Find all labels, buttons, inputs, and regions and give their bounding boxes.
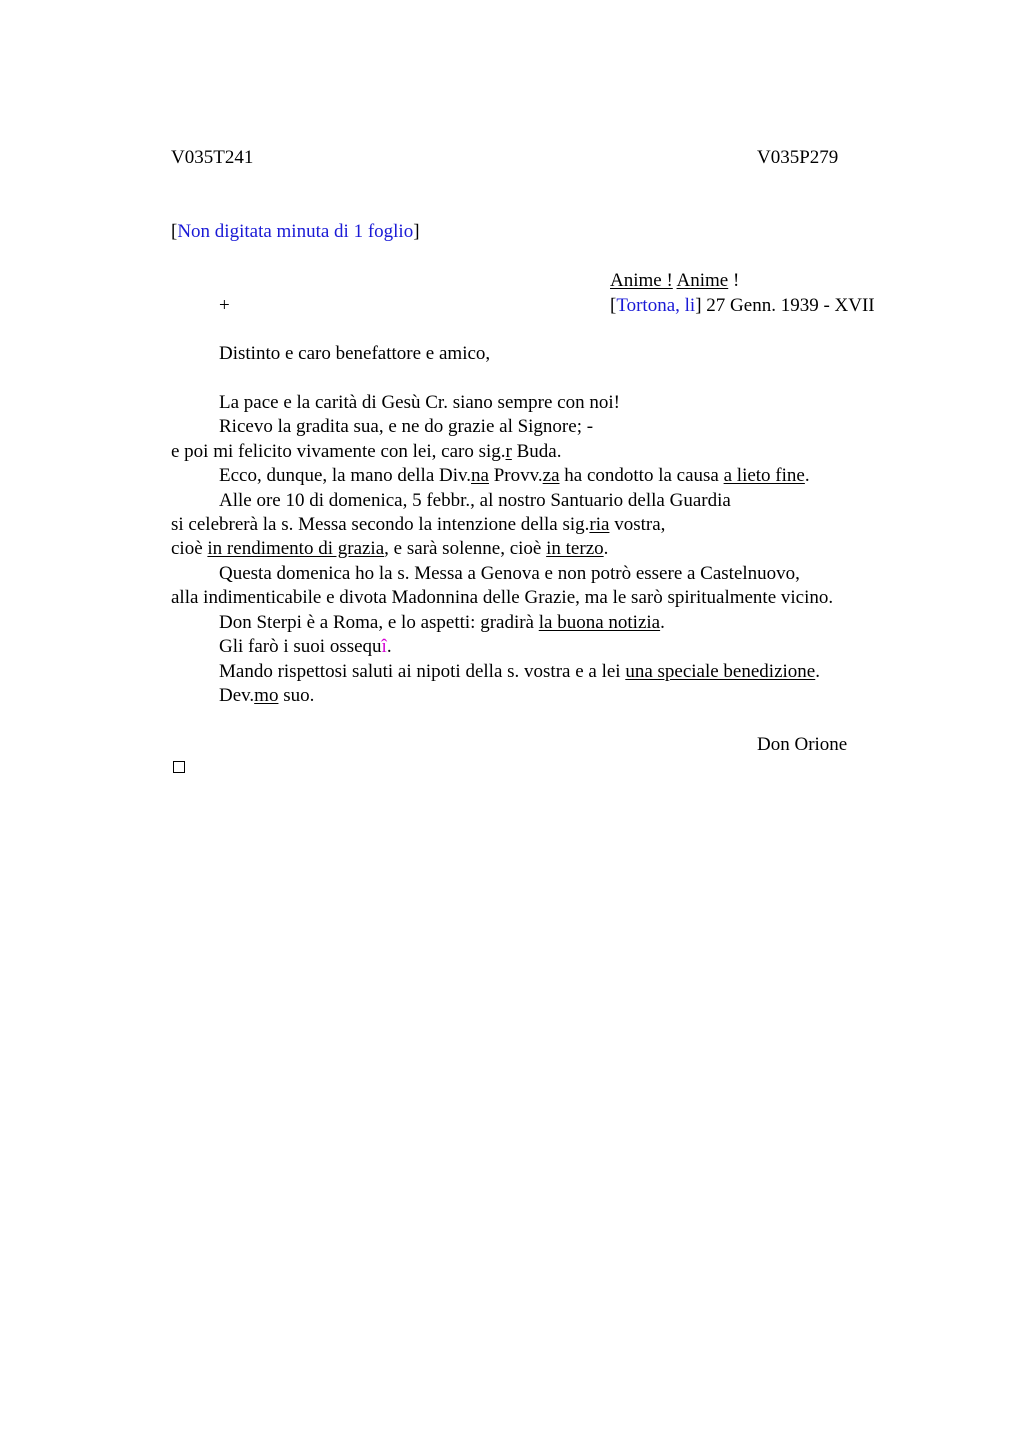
body-line: si celebrerà la s. Messa secondo la intenzione della sig.ria vostra, (171, 514, 666, 535)
body-line: Ecco, dunque, la mano della Div.na Provv.za ha condotto la causa a lieto fine. (219, 465, 810, 486)
motto: Anime ! Anime ! (610, 270, 740, 291)
end-of-document-box-icon (173, 761, 185, 773)
signature: Don Orione (757, 734, 848, 755)
editorial-note: [Non digitata minuta di 1 foglio] (171, 221, 420, 242)
closing-line: Dev.mo suo. (219, 685, 315, 706)
body-line: Questa domenica ho la s. Messa a Genova e non potrò essere a Castelnuovo, (219, 563, 800, 584)
body-line: cioè in rendimento di grazia, e sarà solenne, cioè in terzo. (171, 538, 609, 559)
document-code-right: V035P279 (757, 147, 839, 168)
editorial-mark: î (381, 636, 387, 657)
body-line: Gli farò i suoi ossequî. (219, 636, 392, 657)
editorial-note-text: Non digitata minuta di 1 foglio (177, 221, 414, 242)
body-line: alla indimenticabile e divota Madonnina delle Grazie, ma le sarò spiritualmente vicino. (171, 587, 834, 608)
salutation: Distinto e caro benefattore e amico, (219, 343, 491, 364)
body-line: La pace e la carità di Gesù Cr. siano sempre con noi! (219, 392, 620, 413)
body-line: e poi mi felicito vivamente con lei, caro sig.r Buda. (171, 441, 562, 462)
body-line: Mando rispettosi saluti ai nipoti della s. vostra e a lei una speciale benedizione. (219, 661, 820, 682)
cross-symbol: + (219, 295, 230, 316)
dateline-date: 27 Genn. 1939 - XVII (701, 295, 875, 316)
body-line: Don Sterpi è a Roma, e lo aspetti: gradirà la buona notizia. (219, 612, 665, 633)
dateline: [Tortona, li] 27 Genn. 1939 - XVII (610, 295, 875, 316)
body-line: Alle ore 10 di domenica, 5 febbr., al nostro Santuario della Guardia (219, 490, 731, 511)
body-line: Ricevo la gradita sua, e ne do grazie al Signore; - (219, 416, 594, 437)
dateline-place: Tortona, li (616, 295, 696, 316)
document-code-left: V035T241 (171, 147, 254, 168)
